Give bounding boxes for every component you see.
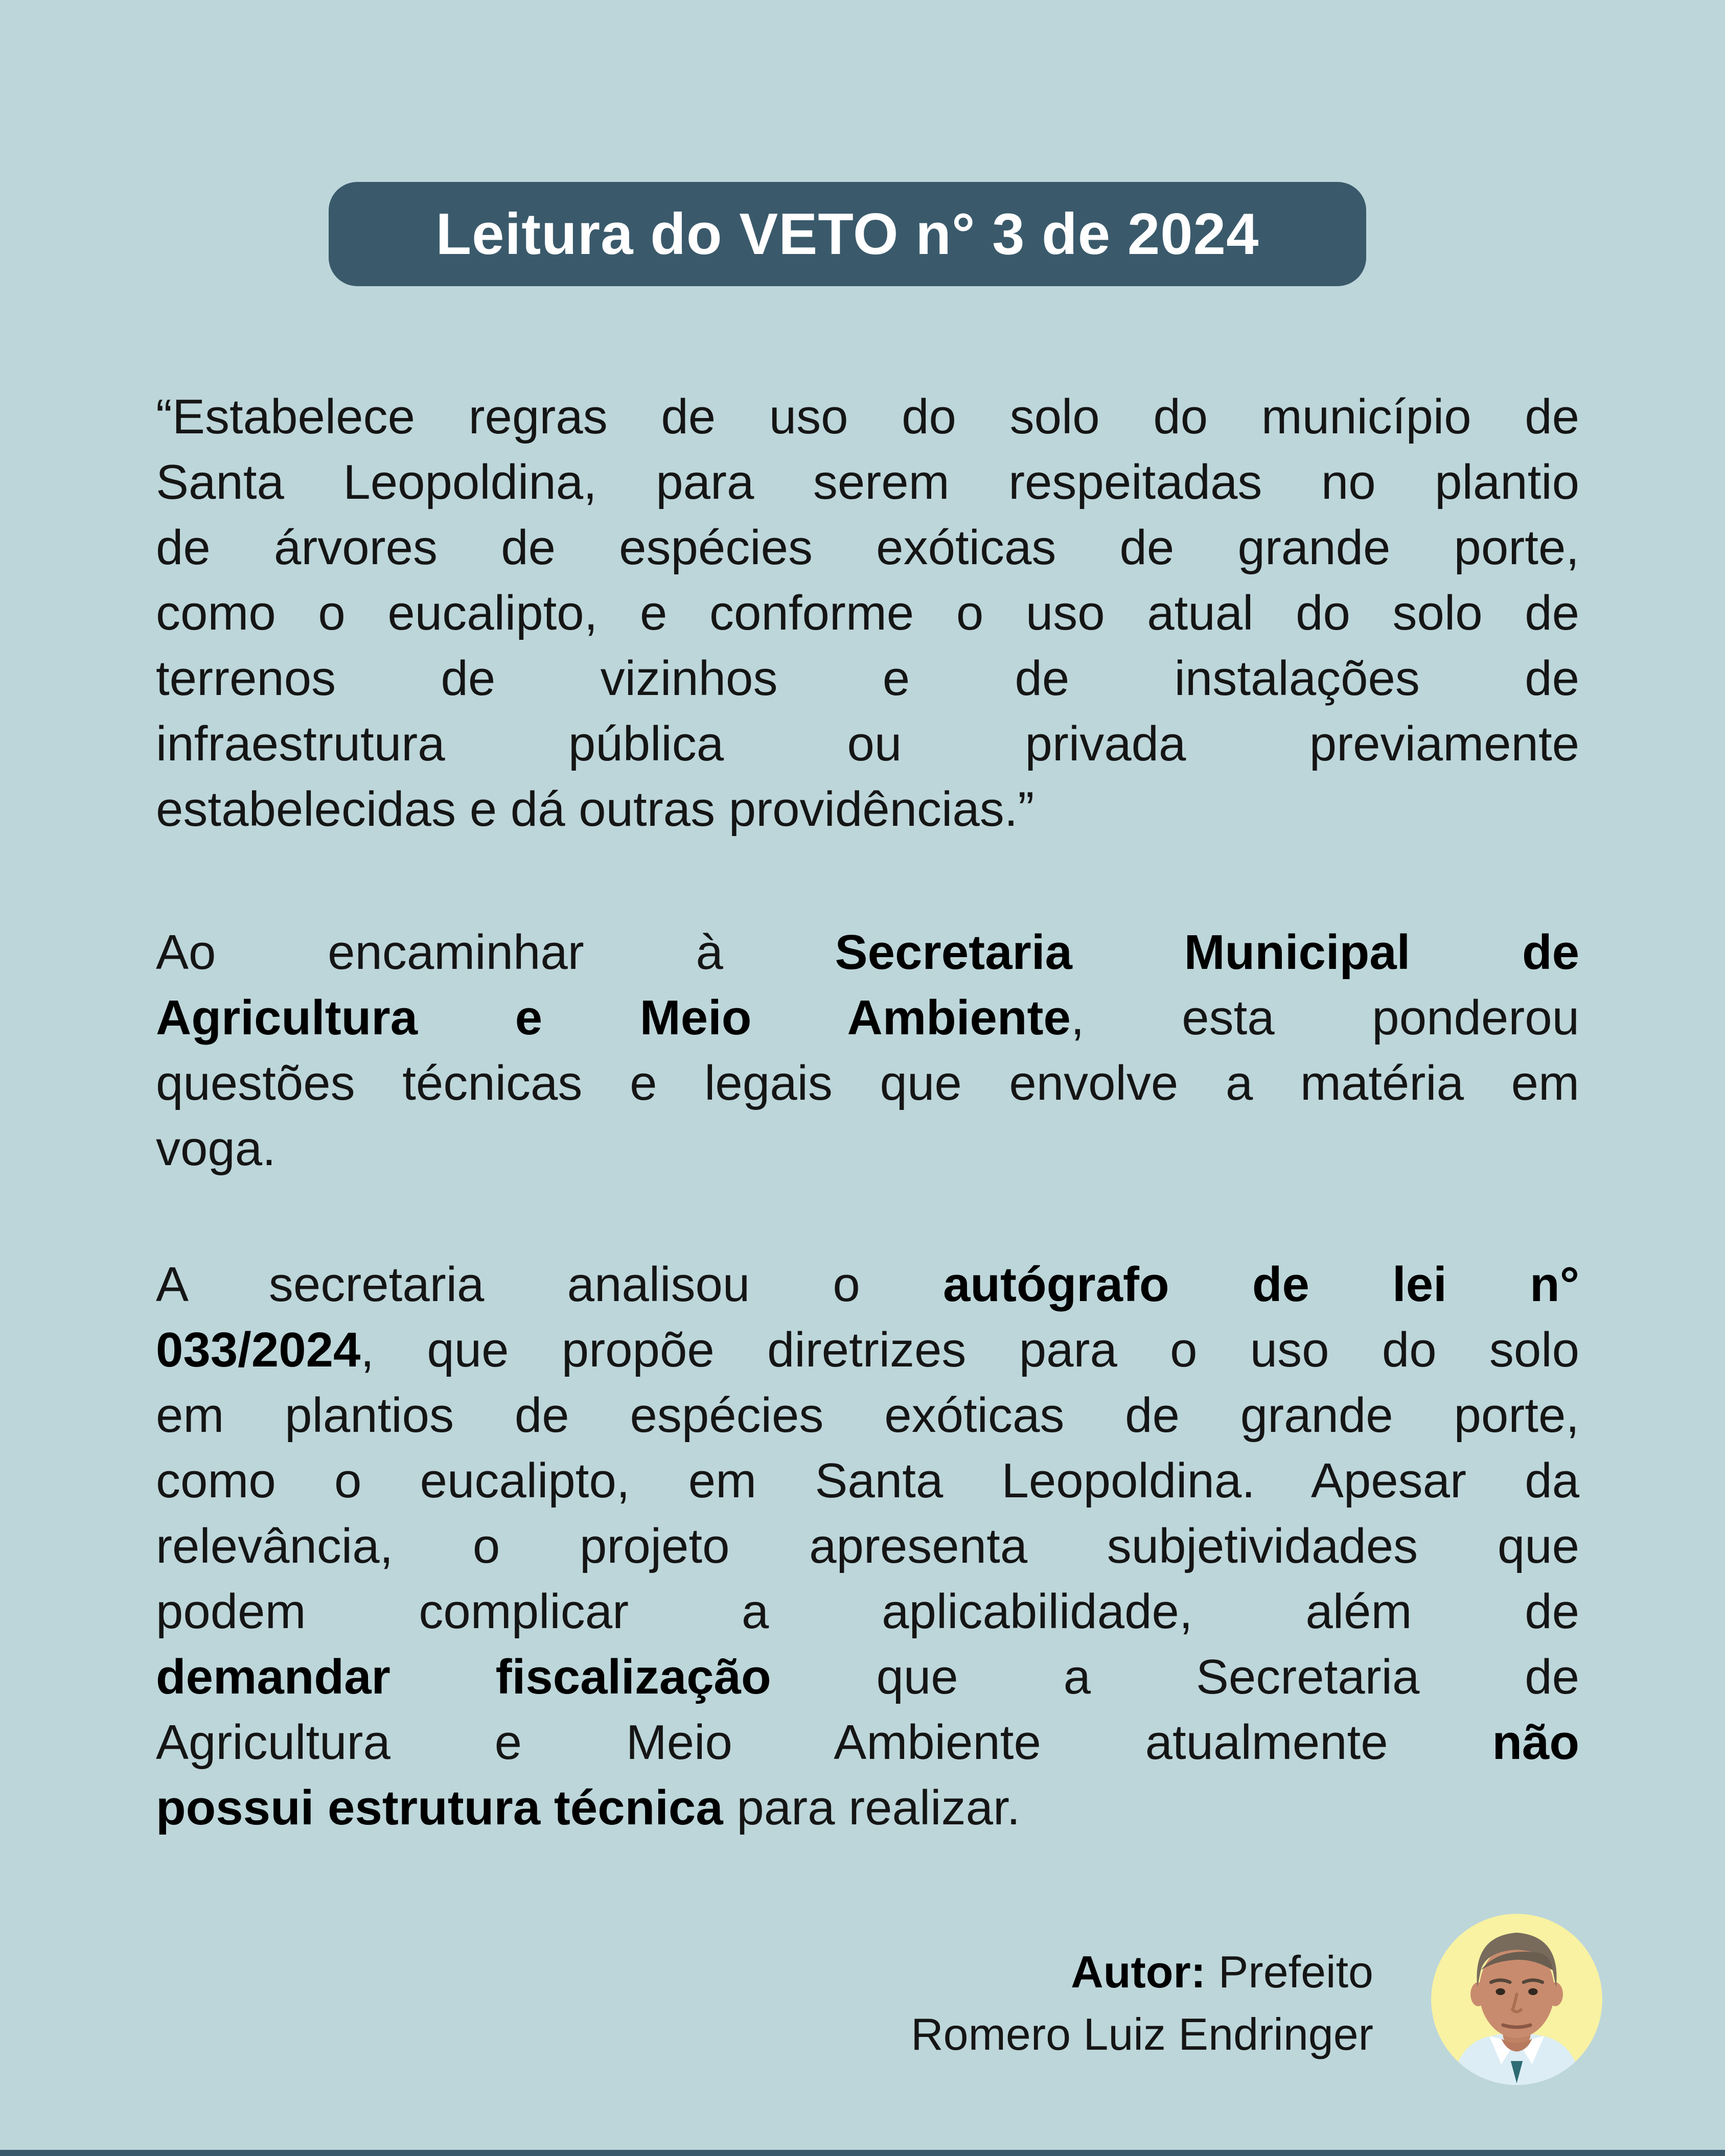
text-line [156, 1775, 1579, 1841]
author-role: Prefeito [1218, 1946, 1373, 1997]
text-run: A secretaria analisou o [156, 1257, 943, 1312]
text-run: , que propõe diretrizes para o uso do solo [360, 1323, 1579, 1377]
text-line [156, 1644, 1579, 1710]
text-line [156, 1710, 1579, 1775]
author-label: Autor: [1071, 1946, 1206, 1997]
footer-bar [0, 2150, 1725, 2156]
text-run: para realizar. [723, 1780, 1021, 1835]
quote-paragraph [156, 384, 1579, 842]
text-run: como o eucalipto, e conforme o uso atual do solo de [156, 586, 1579, 640]
eye-left [1496, 1988, 1505, 1995]
text-line [156, 1252, 1579, 1317]
text-run: Agricultura e Meio Ambiente atualmente [156, 1715, 1492, 1770]
eye-right [1528, 1988, 1537, 1995]
text-run: terrenos de vizinhos e de instalações de [156, 651, 1579, 706]
author-name: Romero Luiz Endringer [911, 2009, 1373, 2059]
text-line [156, 1116, 1579, 1181]
text-line [156, 1051, 1579, 1116]
text-line [156, 1448, 1579, 1514]
text-run: relevância, o projeto apresenta subjetividades que [156, 1519, 1579, 1573]
bold-text-run: Agricultura e Meio Ambiente [156, 990, 1071, 1045]
text-line [156, 1514, 1579, 1579]
text-line [156, 777, 1579, 842]
bold-text-run: 033/2024 [156, 1323, 361, 1377]
text-line [156, 711, 1579, 777]
text-line [156, 1579, 1579, 1644]
author-photo [1431, 1914, 1602, 2085]
analysis-paragraph [156, 1252, 1579, 1841]
text-line [156, 1317, 1579, 1383]
text-line [156, 384, 1579, 450]
bold-text-run: Secretaria Municipal de [835, 925, 1579, 980]
text-run: infraestrutura pública ou privada previamente [156, 716, 1579, 771]
text-line [156, 1383, 1579, 1448]
text-run: Ao encaminhar à [156, 925, 835, 980]
text-line [156, 920, 1579, 985]
text-run: “Estabelece regras de uso do solo do município de [156, 389, 1579, 444]
bold-text-run: demandar fiscalização [156, 1650, 771, 1704]
text-run: de árvores de espécies exóticas de grande porte, [156, 520, 1579, 575]
page-title: Leitura do VETO n° 3 de 2024 [435, 201, 1259, 267]
author-line-1 [911, 1941, 1373, 2003]
text-run: que a Secretaria de [771, 1650, 1579, 1704]
text-line [156, 450, 1579, 515]
text-run: estabelecidas e dá outras providências.” [156, 782, 1034, 837]
text-run: questões técnicas e legais que envolve a matéria em [156, 1056, 1579, 1110]
text-run: em plantios de espécies exóticas de grande porte, [156, 1388, 1579, 1443]
text-line [156, 515, 1579, 581]
author-credit [911, 1941, 1373, 2066]
bold-text-run: não [1492, 1715, 1579, 1770]
text-run: voga. [156, 1121, 276, 1176]
forwarding-paragraph [156, 920, 1579, 1181]
header-badge [329, 182, 1366, 286]
text-line [156, 581, 1579, 646]
text-line [156, 646, 1579, 711]
text-line [156, 985, 1579, 1051]
text-run: podem complicar a aplicabilidade, além de [156, 1584, 1579, 1639]
text-run: , esta ponderou [1070, 990, 1579, 1045]
text-run: Santa Leopoldina, para serem respeitadas no plantio [156, 455, 1579, 509]
bold-text-run: possui estrutura técnica [156, 1780, 723, 1835]
text-run: como o eucalipto, em Santa Leopoldina. Apesar da [156, 1453, 1579, 1508]
portrait-icon [1431, 1914, 1602, 2085]
bold-text-run: autógrafo de lei n° [943, 1257, 1579, 1312]
